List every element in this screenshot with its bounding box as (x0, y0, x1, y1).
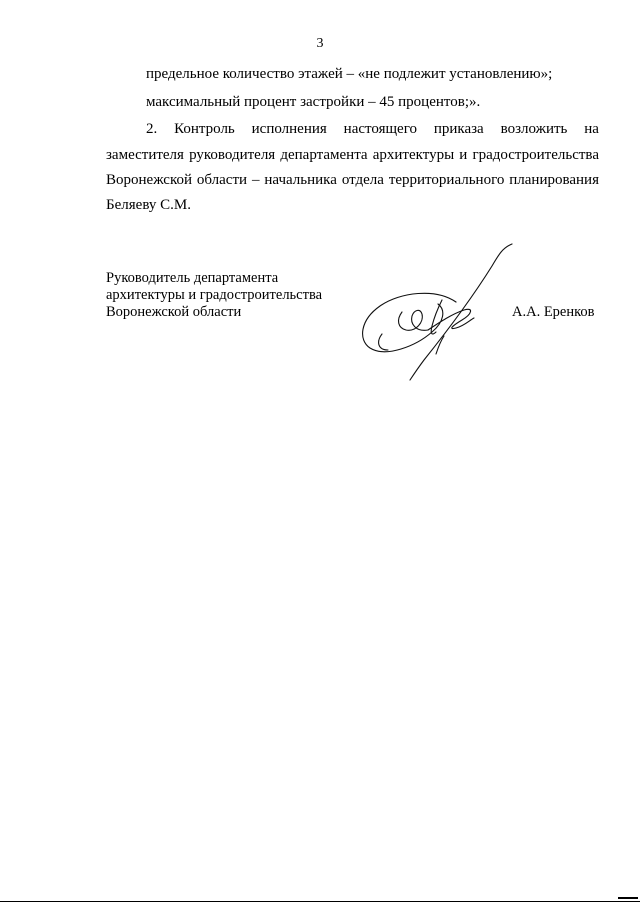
word: планирования (509, 172, 599, 188)
word: отдела (341, 172, 384, 188)
text-line-item-2 (146, 121, 599, 138)
text-line-floors: предельное количество этажей – «не подлежит установлению»; (146, 66, 553, 82)
word: Воронежской (106, 172, 192, 188)
text-line-region (106, 172, 599, 189)
word: территориального (388, 172, 505, 188)
text-line-deputy (106, 147, 599, 164)
word: градостроительства (472, 147, 599, 163)
word: и (459, 147, 468, 163)
word: руководителя (189, 147, 276, 163)
word: на (584, 121, 599, 137)
word: – (251, 172, 260, 188)
signatory-title-line: архитектуры и градостроительства (106, 287, 323, 303)
word: настоящего (343, 121, 417, 137)
word: заместителя (106, 147, 184, 163)
page-edge-mark (618, 897, 638, 899)
handwritten-signature (352, 238, 522, 388)
word: исполнения (251, 121, 327, 137)
word: приказа (433, 121, 484, 137)
text-line-person: Беляеву С.М. (106, 197, 191, 213)
page-bottom-rule (0, 901, 640, 902)
signatory-title-line: Руководитель департамента (106, 270, 279, 286)
word: Контроль (174, 121, 235, 137)
word: департамента (280, 147, 368, 163)
word: области (196, 172, 248, 188)
signatory-title (106, 270, 322, 321)
word: возложить (500, 121, 568, 137)
word: архитектуры (372, 147, 455, 163)
signatory-title-line: Воронежской области (106, 304, 242, 320)
text-line-build-percent: максимальный процент застройки – 45 процентов;». (146, 94, 481, 110)
page-number: 3 (316, 36, 324, 51)
signatory-name: А.А. Еренков (512, 304, 595, 320)
item-number: 2. (146, 121, 158, 137)
word: начальника (264, 172, 337, 188)
